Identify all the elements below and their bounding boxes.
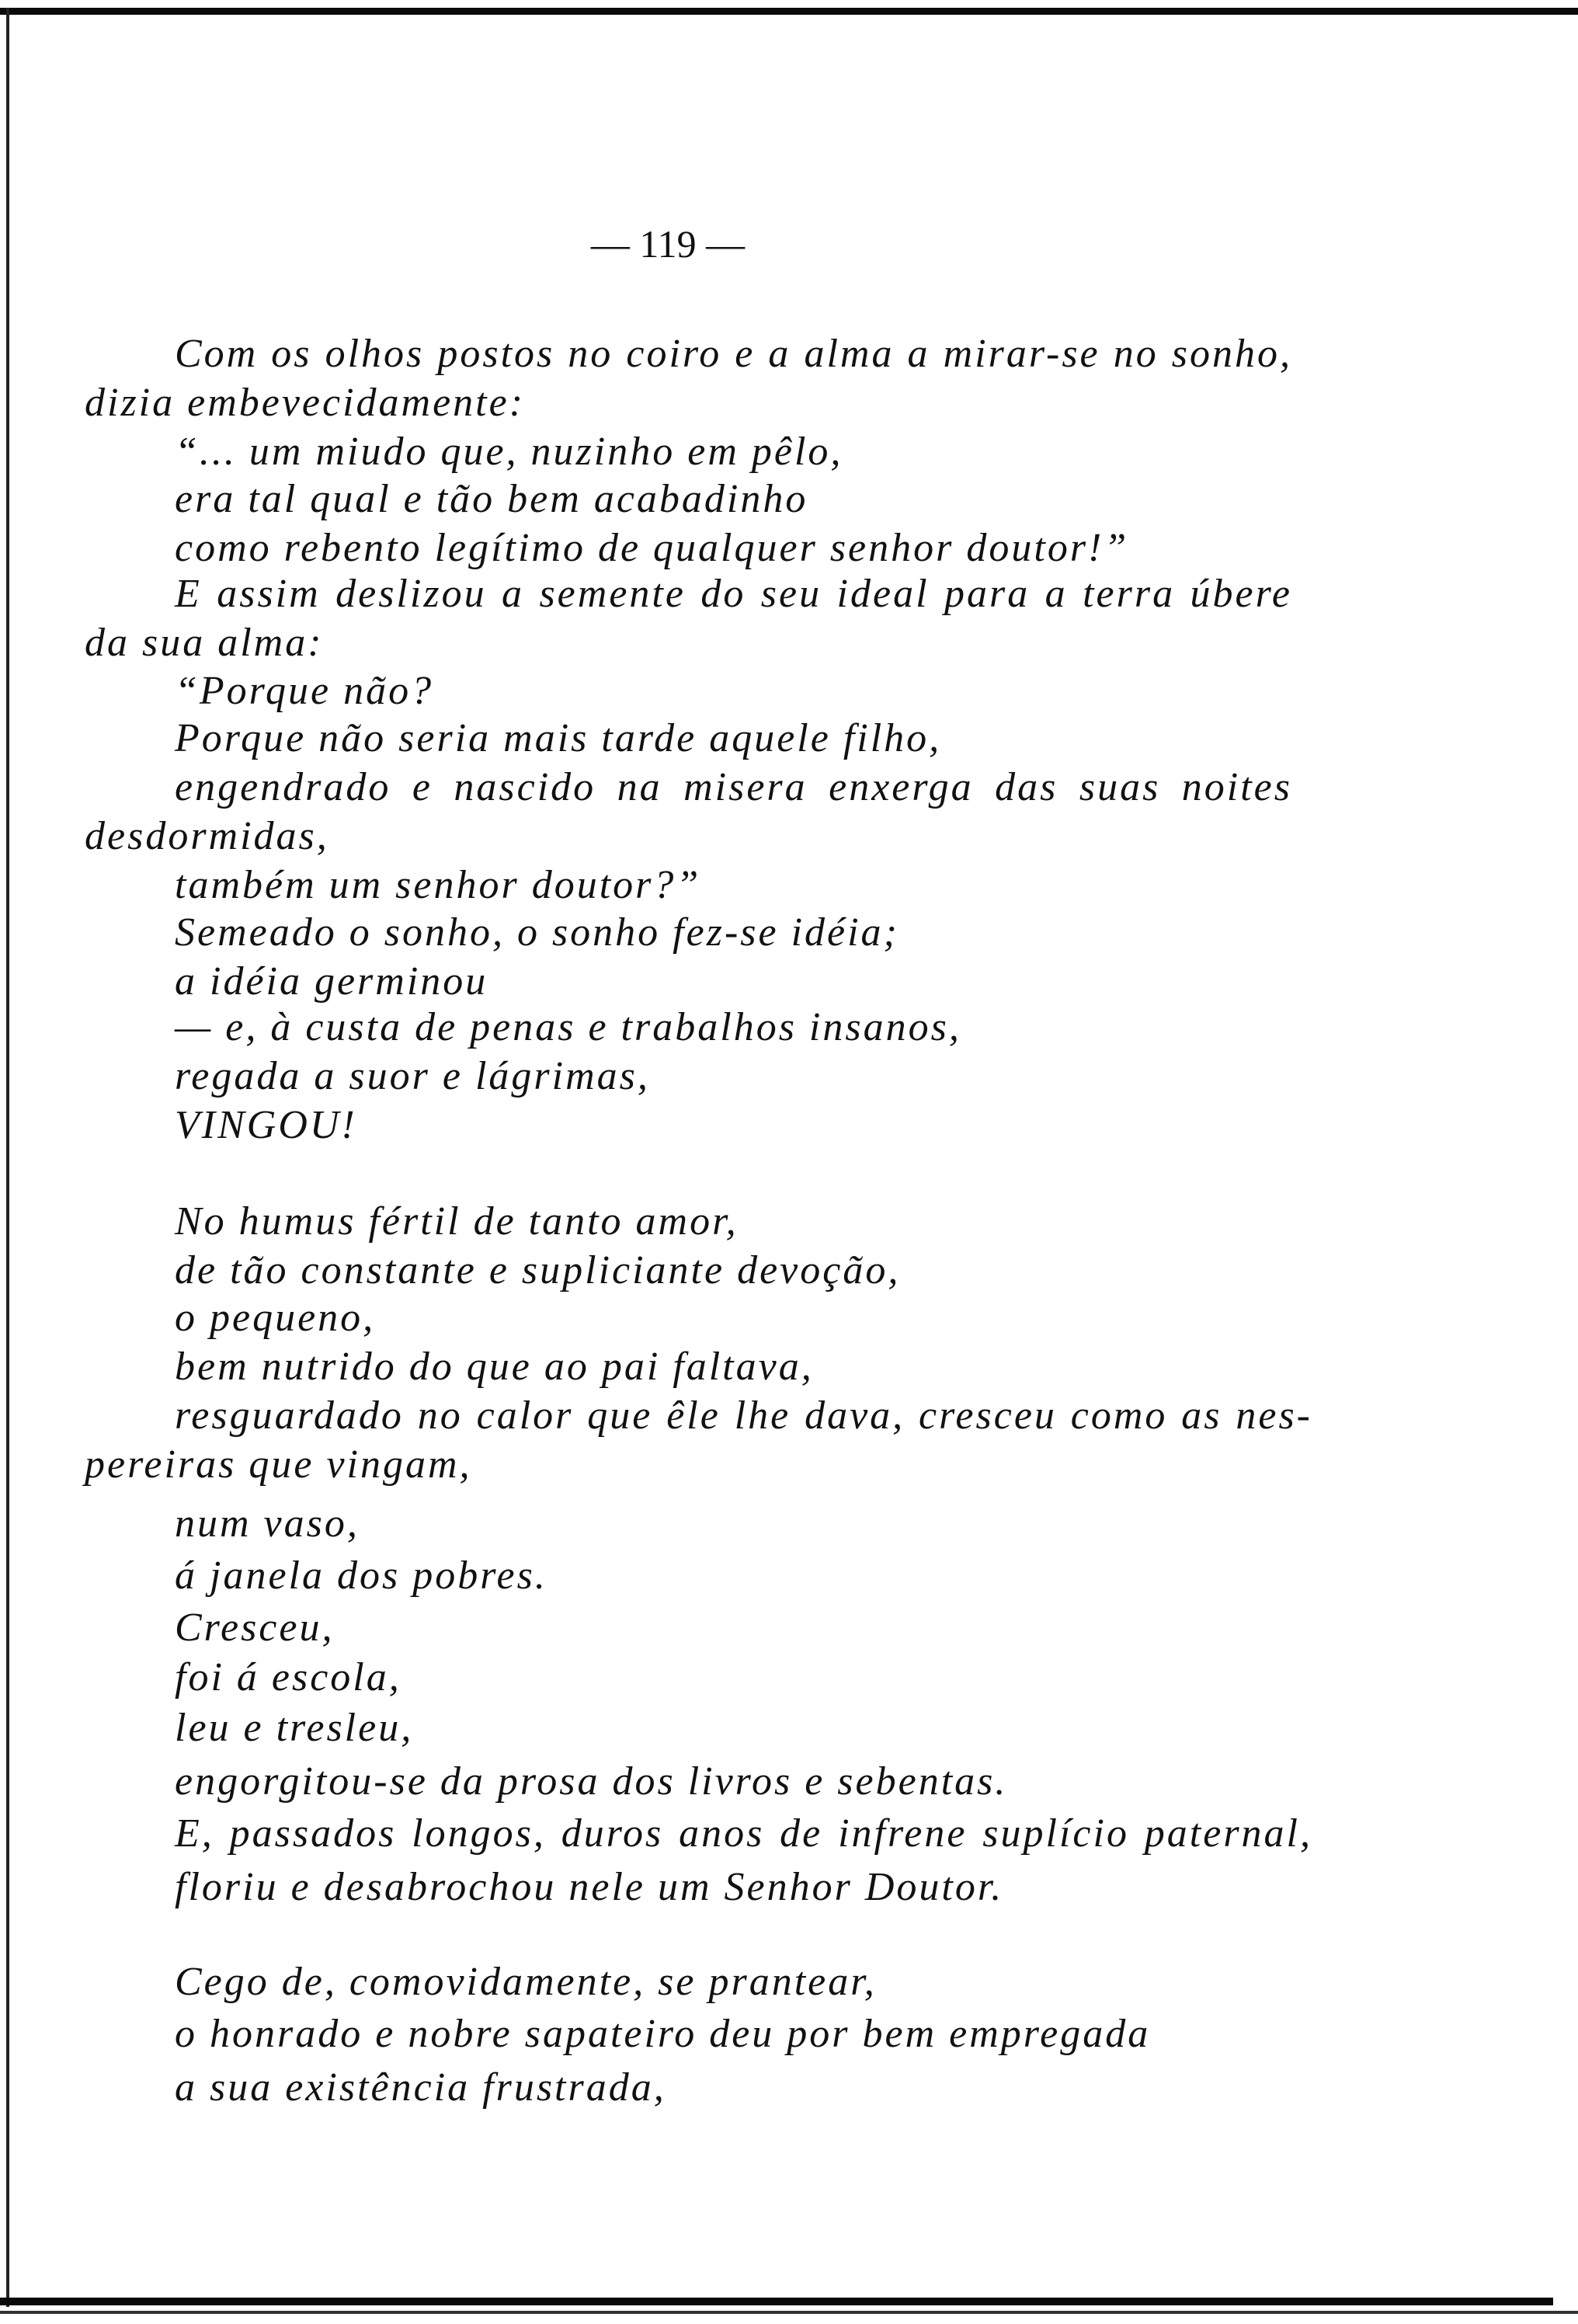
text-line: engendrado e nascido na misera enxerga das suas noites [175,765,1292,809]
text-line: No humus fértil de tanto amor, [175,1199,739,1244]
text-line: bem nutrido do que ao pai faltava, [175,1345,814,1389]
text-line: foi á escola, [175,1655,401,1700]
text-line: Porque não seria mais tarde aquele filho, [175,716,942,760]
page-border-top [0,8,1578,15]
text-line: engorgitou-se da prosa dos livros e sebentas. [175,1759,1008,1804]
text-line: VINGOU! [175,1103,357,1147]
text-line: também um senhor doutor?” [175,863,701,907]
text-line: num vaso, [175,1501,360,1546]
text-line: a sua existência frustrada, [175,2065,666,2110]
text-line: á janela dos pobres. [175,1553,547,1598]
text-line: resguardado no calor que êle lhe dava, cresceu como as nes- [175,1393,1312,1438]
text-line: leu e tresleu, [175,1706,414,1750]
text-line: Cego de, comovidamente, se prantear, [175,1960,877,2004]
text-line: o pequeno, [175,1296,376,1340]
page-number: — 119 — [590,222,746,266]
text-line: pereiras que vingam, [85,1442,472,1487]
page-border-bottom [0,2298,1553,2305]
text-line: da sua alma: [85,621,324,665]
text-line: desdormidas, [85,814,329,858]
page-border-left [6,8,9,2307]
text-line: Semeado o sonho, o sonho fez-se idéia; [175,910,899,955]
text-line: Cresceu, [175,1606,335,1650]
text-line: — e, à custa de penas e trabalhos insanos, [175,1005,961,1049]
text-line: regada a suor e lágrimas, [175,1054,650,1098]
text-line: de tão constante e supliciante devoção, [175,1248,901,1292]
text-line: Com os olhos postos no coiro e a alma a mirar-se no sonho, [175,332,1292,376]
text-line: E assim deslizou a semente do seu ideal para a terra úbere [175,572,1292,616]
text-line: floriu e desabrochou nele um Senhor Doutor. [175,1865,1004,1909]
text-line: dizia embevecidamente: [85,381,526,425]
text-line: “Porque não? [175,669,434,713]
text-line: o honrado e nobre sapateiro deu por bem empregada [175,2012,1151,2056]
text-line: como rebento legítimo de qualquer senhor doutor!” [175,526,1129,570]
text-line: a idéia germinou [175,959,488,1004]
text-line: “... um miudo que, nuzinho em pêlo, [175,430,843,474]
text-line: era tal qual e tão bem acabadinho [175,477,808,521]
page-border-bottom-thin [0,2311,1578,2314]
text-line: E, passados longos, duros anos de infrene suplício paternal, [175,1811,1312,1856]
